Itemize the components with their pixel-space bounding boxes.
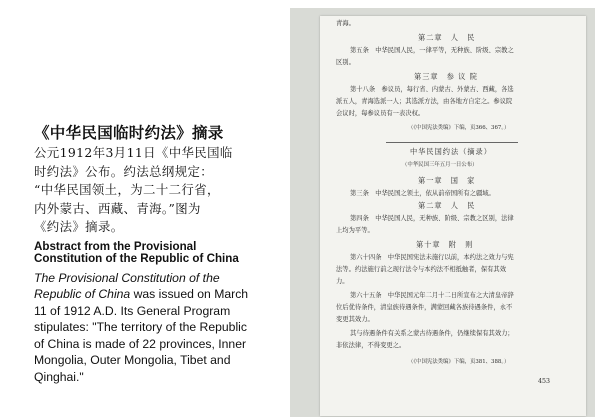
doc-line: 法等。约法施行前之现行法令与本约法不相抵触者，保有其效: [336, 266, 507, 273]
document-photo: [290, 8, 595, 417]
english-description-text: was issued on March 11 of 1912 A.D. Its General Program stipulates: "The territory of the Republic of China is made of 22 provinces, Inner Mongolia, Outer Mongolia, Tibet and Qinghai.": [34, 287, 249, 384]
doc-chapter-heading: 第二章 人 民: [418, 201, 476, 210]
doc-chapter-heading: 第三章 参 议 院: [414, 72, 478, 81]
chinese-description-line: 《约法》摘录。: [34, 219, 124, 235]
doc-line: 第三条 中华民国之领土，依从前帝国所有之疆域。: [350, 190, 495, 197]
chinese-description-line: 内外蒙古、西藏、青海。”图为: [34, 200, 201, 216]
chinese-title: 《中华民国临时约法》摘录: [34, 123, 224, 142]
doc-line: 区别。: [336, 59, 355, 66]
doc-line: 上均为平等。: [336, 227, 374, 234]
doc-law-date: （中华民国三年五月一日公布）: [402, 162, 478, 168]
doc-line: 第六十五条 中华民国元年二月十二日所宣布之大清皇帝辞: [350, 292, 514, 299]
doc-line: 力。: [336, 278, 349, 285]
english-description: [34, 270, 256, 386]
doc-line: 青海。: [336, 20, 355, 27]
doc-law-title: 中华民国约法（摘录）: [410, 147, 492, 156]
english-document-name: The Provisional Constitution of the Republic of China: [34, 270, 220, 302]
caption-block: [34, 123, 256, 385]
doc-source-note: （《中国宪法类编》下编，页381、388。）: [408, 359, 510, 365]
document-page: [320, 16, 586, 416]
doc-line: 会议时，每参议员有一表决权。: [336, 110, 425, 117]
chinese-description: [34, 144, 256, 237]
doc-line: 第四条 中华民国人民，无种族、阶级、宗教之区别，法律: [350, 215, 514, 222]
chinese-description-line: 时约法》公布。约法总纲规定：: [34, 163, 214, 179]
chinese-description-line: “中华民国领土，为二十二行省，: [34, 182, 220, 198]
doc-line: 非依法律，不得变更之。: [336, 342, 406, 349]
doc-divider: [386, 142, 518, 143]
doc-line: 派五人，青海选派一人；其选派方法，由各地方自定之。参议院: [336, 98, 513, 105]
doc-line: 第五条 中华民国人民，一律平等，无种族、阶级、宗教之: [350, 47, 514, 54]
english-title: Abstract from the Provisional Constitution of the Republic of China: [34, 239, 239, 265]
doc-line: 第十八条 参议员，每行省、内蒙古、外蒙古、西藏，各选: [350, 86, 514, 93]
doc-line: 位后优待条件，清皇族待遇条件，满蒙回藏各族待遇条件，永不: [336, 304, 513, 311]
chinese-description-line: 公元1912年3月11日《中华民国临: [34, 145, 233, 160]
doc-line: 其与待遇条件有关系之蒙古待遇条件，仍继续保有其效力；: [350, 330, 514, 337]
doc-line: 第六十四条 中华民国宪法未施行以前，本约法之效力与宪: [350, 254, 514, 261]
doc-source-note: （《中国宪法类编》下编，页366、367。）: [408, 125, 510, 131]
doc-page-number: 453: [538, 378, 551, 385]
doc-chapter-heading: 第二章 人 民: [418, 33, 476, 42]
doc-line: 变更其效力。: [336, 316, 374, 323]
doc-chapter-heading: 第一章 国 家: [418, 176, 476, 185]
doc-chapter-heading: 第十章 附 则: [416, 240, 474, 249]
